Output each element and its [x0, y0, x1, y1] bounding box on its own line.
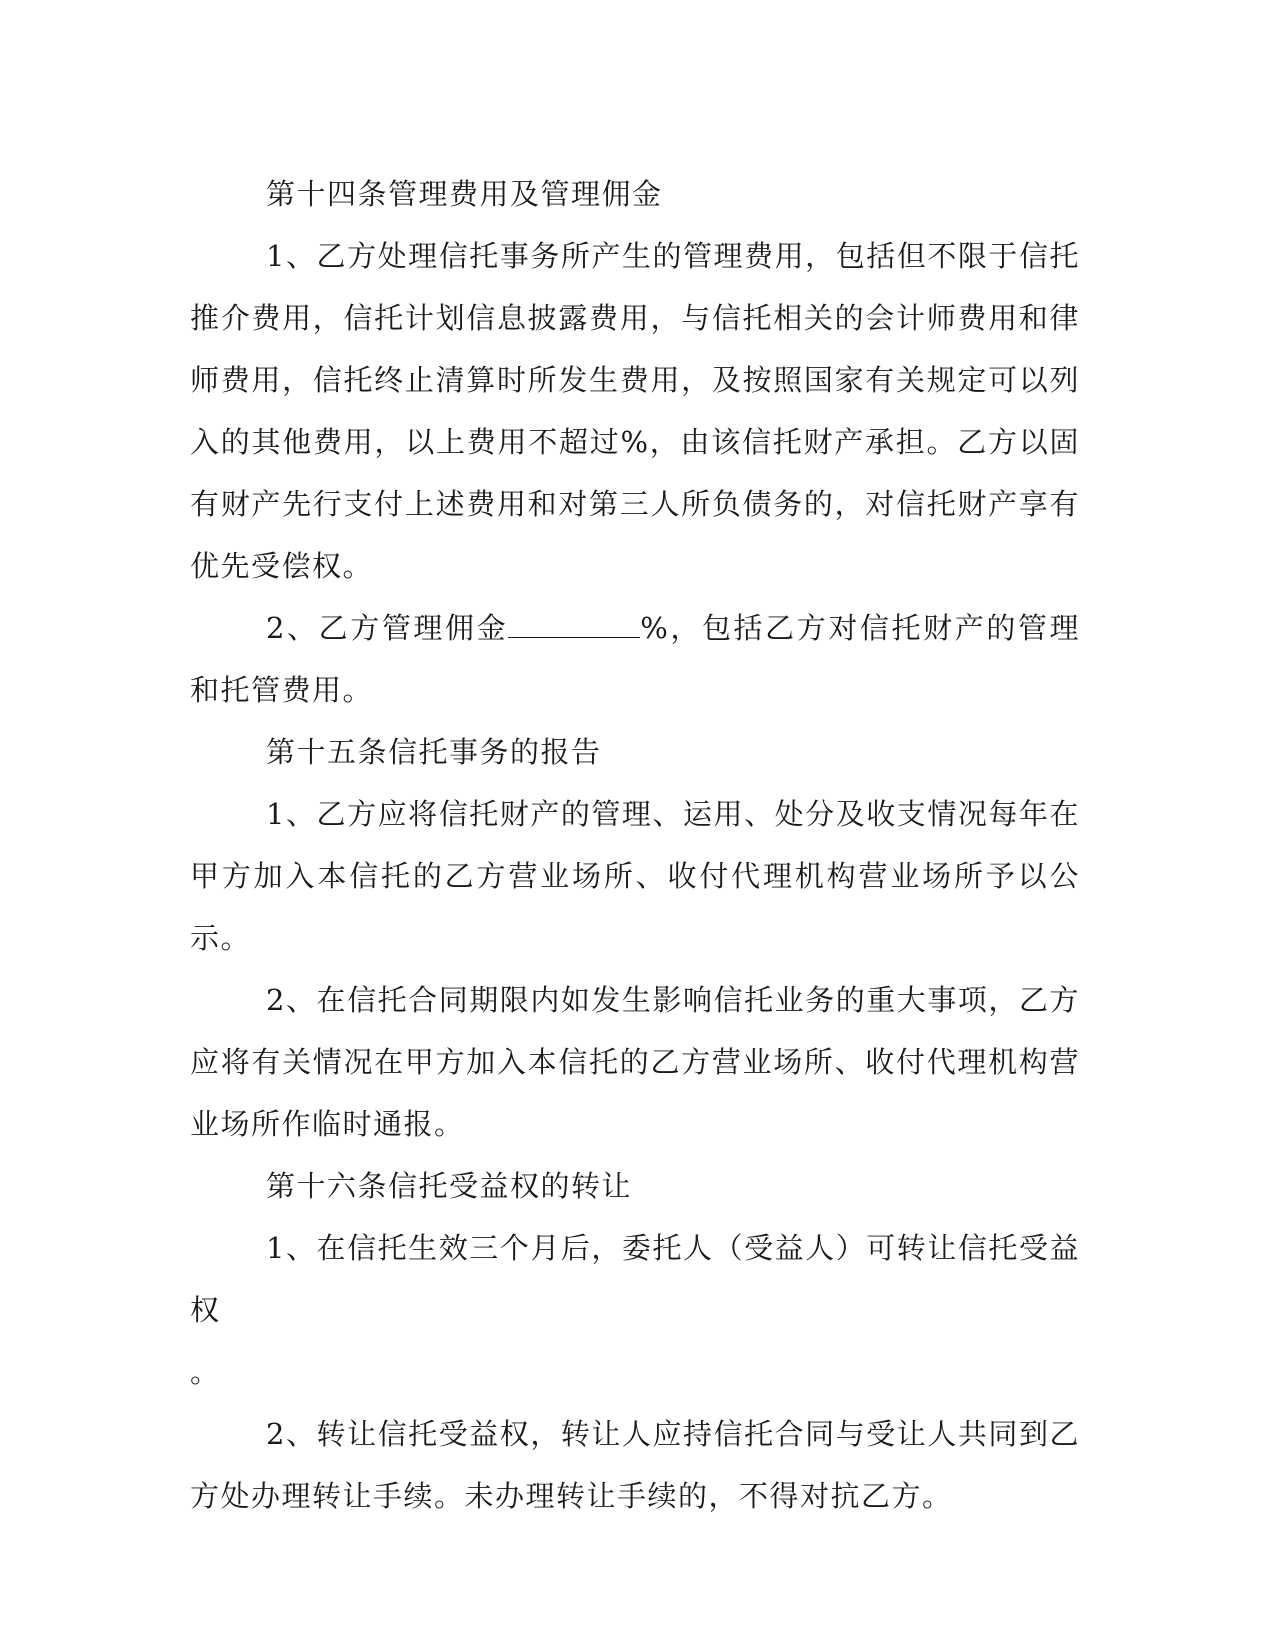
article-16-clause-1-tail: 。 [190, 1355, 221, 1389]
article-15-clause-1: 1、乙方应将信托财产的管理、运用、处分及收支情况每年在甲方加入本信托的乙方营业场所、收付代理机构营业场所予以公示。 [190, 797, 1080, 955]
article-15-clause-2: 2、在信托合同期限内如发生影响信托业务的重大事项，乙方应将有关情况在甲方加入本信托的乙方营业场所、收付代理机构营业场所作临时通报。 [190, 983, 1080, 1141]
article-14-heading: 第十四条管理费用及管理佣金 [266, 177, 663, 211]
article-14-clause-1: 1、乙方处理信托事务所产生的管理费用，包括但不限于信托推介费用，信托计划信息披露费用，与信托相关的会计师费用和律师费用，信托终止清算时所发生费用，及按照国家有关规定可以列入的其他费用，以上费用不超过%，由该信托财产承担。乙方以固有财产先行支付上述费用和对第三人所负债务的，对信托财产享有优先受偿权。 [190, 239, 1080, 583]
clause-2-text-before-blank: 2、乙方管理佣金 [266, 611, 509, 645]
article-16-heading: 第十六条信托受益权的转让 [266, 1169, 633, 1203]
clause-2-text-after-blank: %，包括乙方对信托财产的管理和托管费用。 [190, 611, 1081, 707]
article-16-clause-1: 1、在信托生效三个月后，委托人（受益人）可转让信托受益权 [190, 1231, 1080, 1327]
article-14-clause-2 [190, 597, 1080, 721]
article-15-heading: 第十五条信托事务的报告 [266, 735, 602, 769]
fill-in-blank [508, 611, 640, 638]
document-body [190, 163, 1080, 1527]
article-16-clause-2: 2、转让信托受益权，转让人应持信托合同与受让人共同到乙方处办理转让手续。未办理转让手续的，不得对抗乙方。 [190, 1417, 1080, 1513]
